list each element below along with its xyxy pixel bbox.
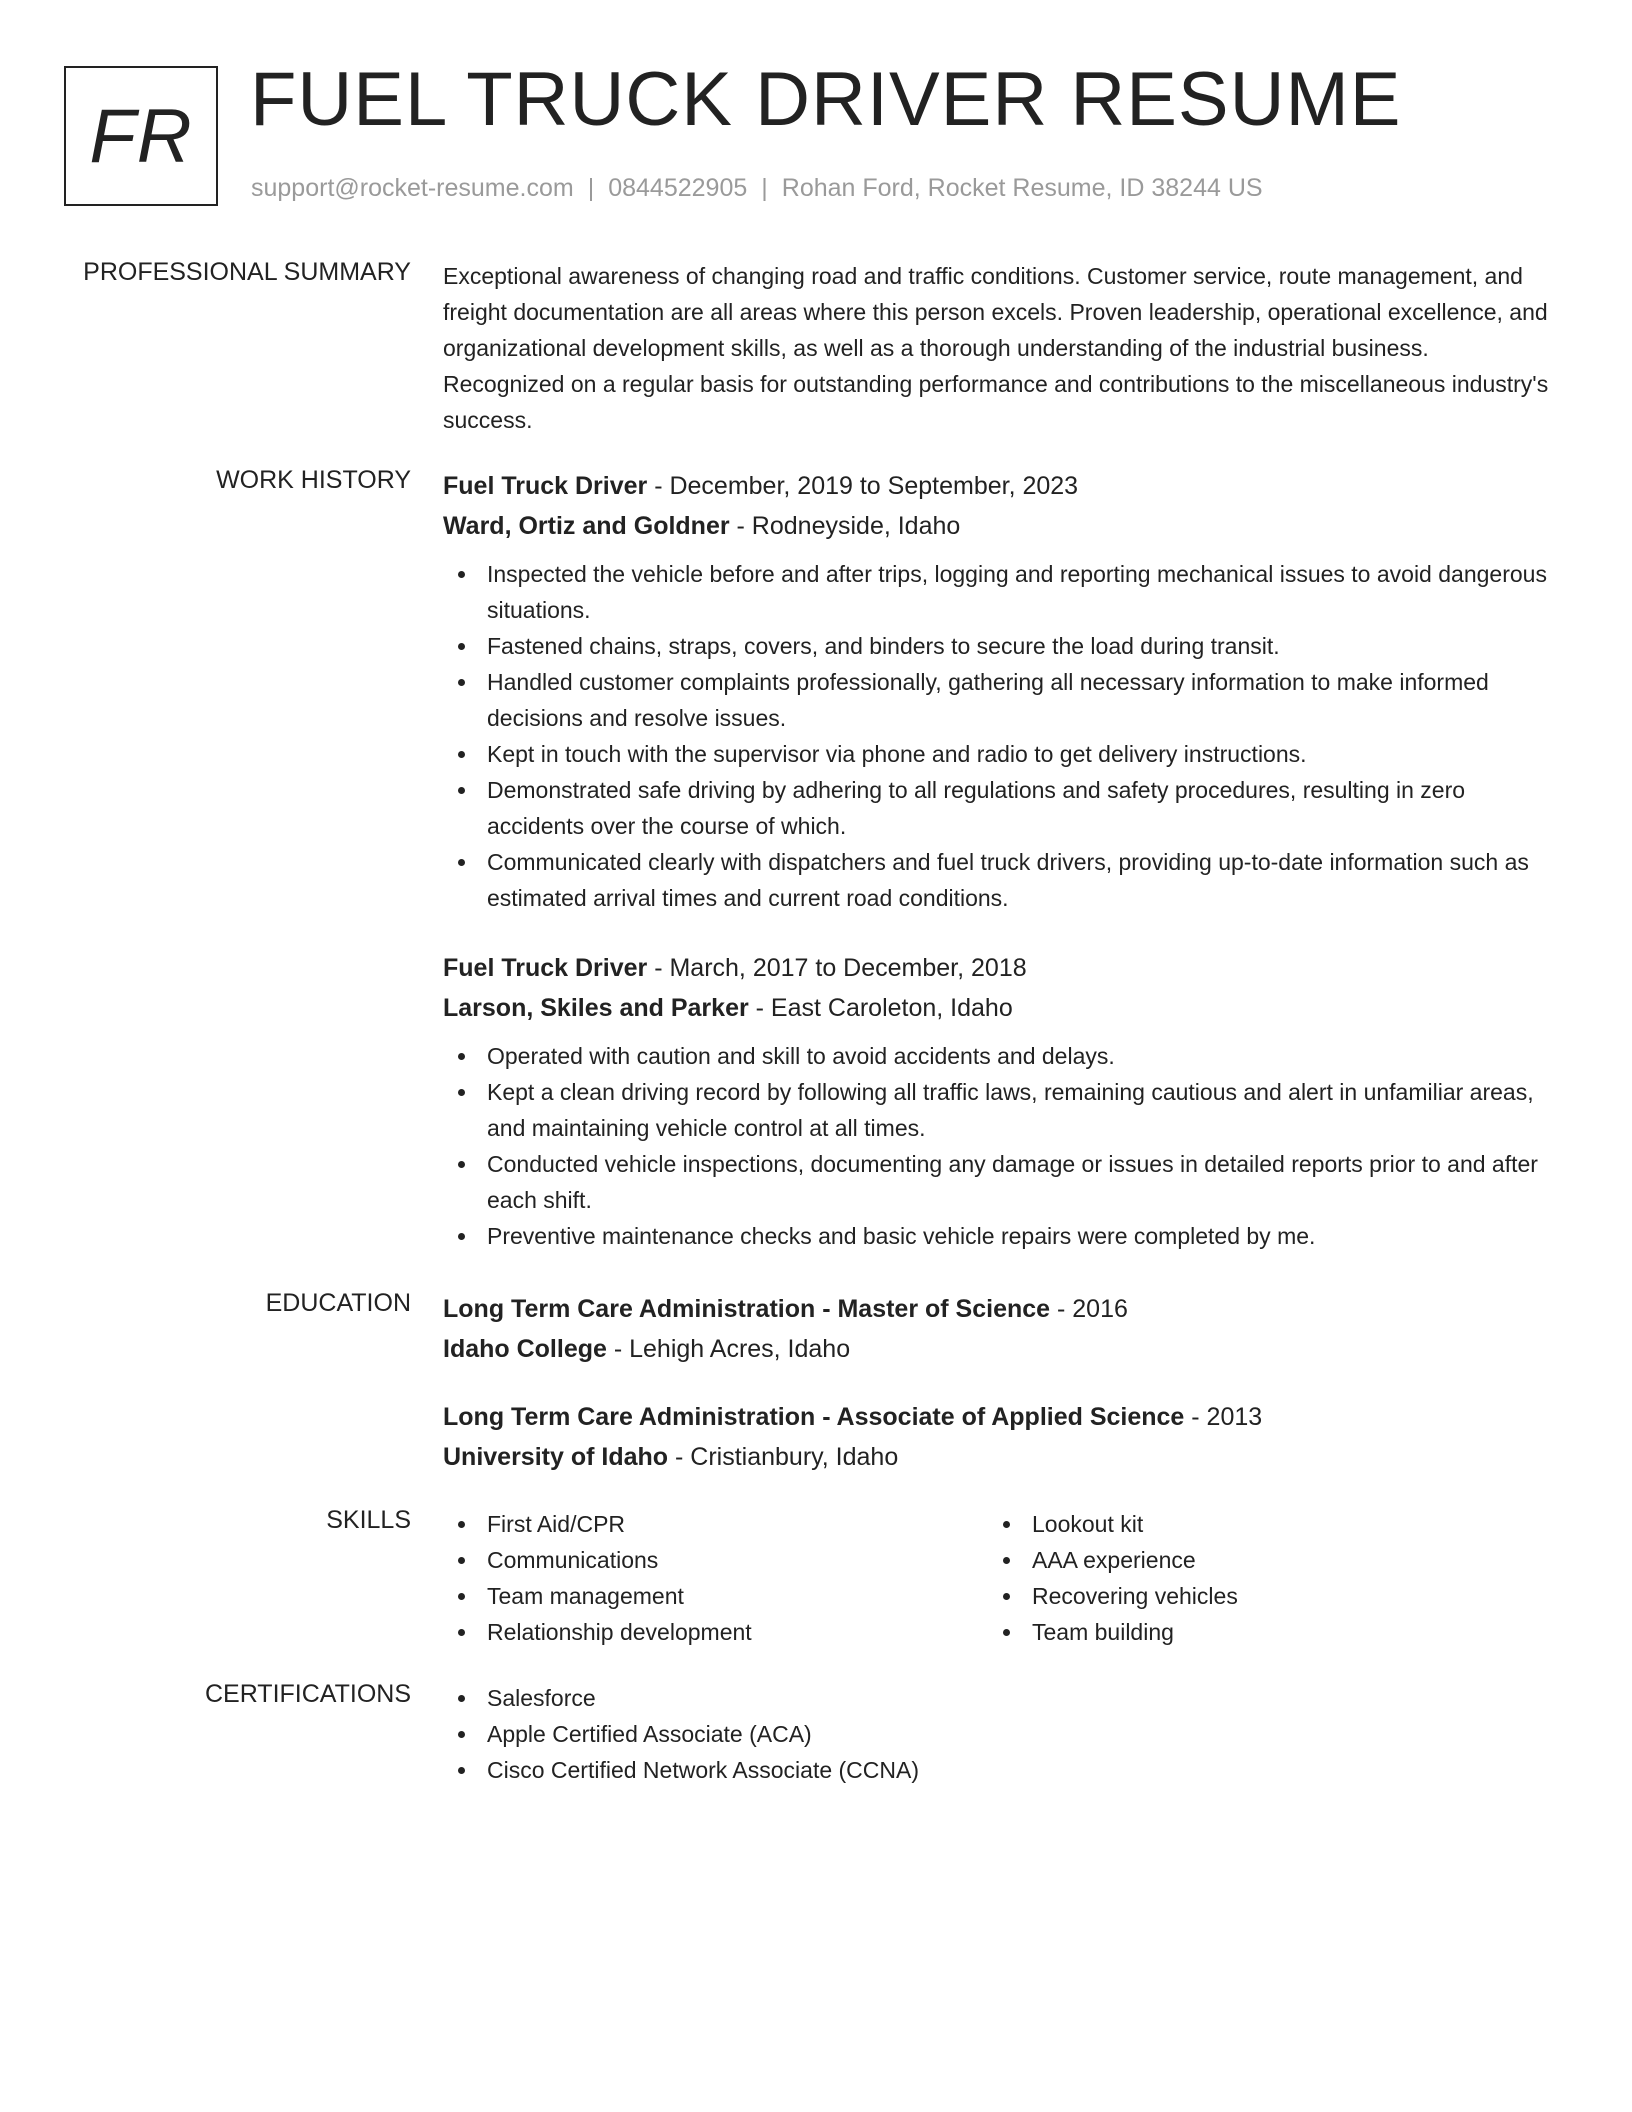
- job-bullet: Kept a clean driving record by following all traffic laws, remaining cautious and alert in unfamiliar areas, and maintaining vehicle control at all times.: [443, 1074, 1555, 1146]
- job-company-line: [443, 988, 1555, 1028]
- skill-item: First Aid/CPR: [443, 1506, 963, 1542]
- skill-item: Recovering vehicles: [988, 1578, 1508, 1614]
- degree-line: [443, 1289, 1555, 1329]
- contact-phone[interactable]: 0844522905: [608, 174, 748, 202]
- job-title-line: [443, 948, 1555, 988]
- job-bullet: Inspected the vehicle before and after trips, logging and reporting mechanical issues to avoid dangerous situations.: [443, 556, 1555, 628]
- skill-item: Lookout kit: [988, 1506, 1508, 1542]
- section-label-certifications: CERTIFICATIONS: [204, 1680, 411, 1708]
- job-bullet: Conducted vehicle inspections, documenting any damage or issues in detailed reports prior to and after each shift.: [443, 1146, 1555, 1218]
- section-label-education: EDUCATION: [265, 1289, 411, 1317]
- education-entry: [443, 1289, 1555, 1369]
- section-label-summary: PROFESSIONAL SUMMARY: [83, 258, 411, 286]
- education-entry: [443, 1397, 1555, 1477]
- job-company: Ward, Ortiz and Goldner: [443, 512, 730, 540]
- job-bullet: Demonstrated safe driving by adhering to all regulations and safety procedures, resulting in zero accidents over the course of which.: [443, 772, 1555, 844]
- resume-title: FUEL TRUCK DRIVER RESUME: [250, 57, 1402, 142]
- job-title: Fuel Truck Driver: [443, 954, 648, 982]
- certification-item: Apple Certified Associate (ACA): [443, 1716, 1555, 1752]
- degree-line: [443, 1397, 1555, 1437]
- summary-body: [443, 258, 1555, 438]
- job-company-line: [443, 506, 1555, 546]
- job-bullet: Kept in touch with the supervisor via phone and radio to get delivery instructions.: [443, 736, 1555, 772]
- job-bullet: Communicated clearly with dispatchers and fuel truck drivers, providing up-to-date information such as estimated arrival times and current road conditions.: [443, 844, 1555, 916]
- job-entry: [443, 948, 1555, 1254]
- skills-list: [443, 1506, 963, 1650]
- monogram-logo: [64, 66, 218, 206]
- section-label-work-history: WORK HISTORY: [216, 466, 411, 494]
- contact-separator: |: [587, 174, 595, 202]
- skills-column-left: [443, 1506, 963, 1650]
- job-bullet: Preventive maintenance checks and basic vehicle repairs were completed by me.: [443, 1218, 1555, 1254]
- degree-name: Long Term Care Administration - Associate of Applied Science: [443, 1403, 1185, 1431]
- summary-text: Exceptional awareness of changing road and traffic conditions. Customer service, route management, and freight documentation are all areas where this person excels. Proven leadership, operational excellence, and organizational development skills, as well as a thorough understanding of the industrial business. Recognized on a regular basis for outstanding performance and contributions to the miscellaneous industry's success.: [443, 263, 1549, 433]
- job-bullets: [443, 556, 1555, 916]
- skill-item: AAA experience: [988, 1542, 1508, 1578]
- certifications-list: [443, 1680, 1555, 1788]
- contact-email[interactable]: support@rocket-resume.com: [251, 174, 574, 202]
- job-title: Fuel Truck Driver: [443, 472, 648, 500]
- skills-list: [988, 1506, 1508, 1650]
- job-title-line: [443, 466, 1555, 506]
- school-line: [443, 1437, 1555, 1477]
- job-bullets: [443, 1038, 1555, 1254]
- job-dates: - March, 2017 to December, 2018: [647, 954, 1027, 982]
- school-line: [443, 1329, 1555, 1369]
- school-location: - Cristianbury, Idaho: [668, 1443, 899, 1471]
- contact-line: [251, 174, 1263, 203]
- school-name: Idaho College: [443, 1335, 607, 1363]
- school-location: - Lehigh Acres, Idaho: [606, 1335, 851, 1363]
- skill-item: Team building: [988, 1614, 1508, 1650]
- skill-item: Team management: [443, 1578, 963, 1614]
- skill-item: Communications: [443, 1542, 963, 1578]
- job-bullet: Fastened chains, straps, covers, and binders to secure the load during transit.: [443, 628, 1555, 664]
- job-bullet: Handled customer complaints professionally, gathering all necessary information to make informed decisions and resolve issues.: [443, 664, 1555, 736]
- certification-item: Cisco Certified Network Associate (CCNA): [443, 1752, 1555, 1788]
- job-dates: - December, 2019 to September, 2023: [647, 472, 1079, 500]
- skill-item: Relationship development: [443, 1614, 963, 1650]
- job-location: - Rodneyside, Idaho: [729, 512, 961, 540]
- certifications-body: [443, 1680, 1555, 1788]
- section-label-skills: SKILLS: [326, 1506, 411, 1534]
- job-bullet: Operated with caution and skill to avoid accidents and delays.: [443, 1038, 1555, 1074]
- degree-year: - 2016: [1050, 1295, 1128, 1323]
- job-company: Larson, Skiles and Parker: [443, 994, 749, 1022]
- skills-column-right: [988, 1506, 1508, 1650]
- certification-item: Salesforce: [443, 1680, 1555, 1716]
- monogram-initials: FR: [89, 93, 193, 179]
- degree-year: - 2013: [1184, 1403, 1263, 1431]
- degree-name: Long Term Care Administration - Master of Science: [443, 1295, 1051, 1323]
- job-entry: [443, 466, 1555, 916]
- contact-address: Rohan Ford, Rocket Resume, ID 38244 US: [781, 174, 1263, 202]
- school-name: University of Idaho: [443, 1443, 669, 1471]
- contact-separator: |: [761, 174, 768, 202]
- job-location: - East Caroleton, Idaho: [748, 994, 1013, 1022]
